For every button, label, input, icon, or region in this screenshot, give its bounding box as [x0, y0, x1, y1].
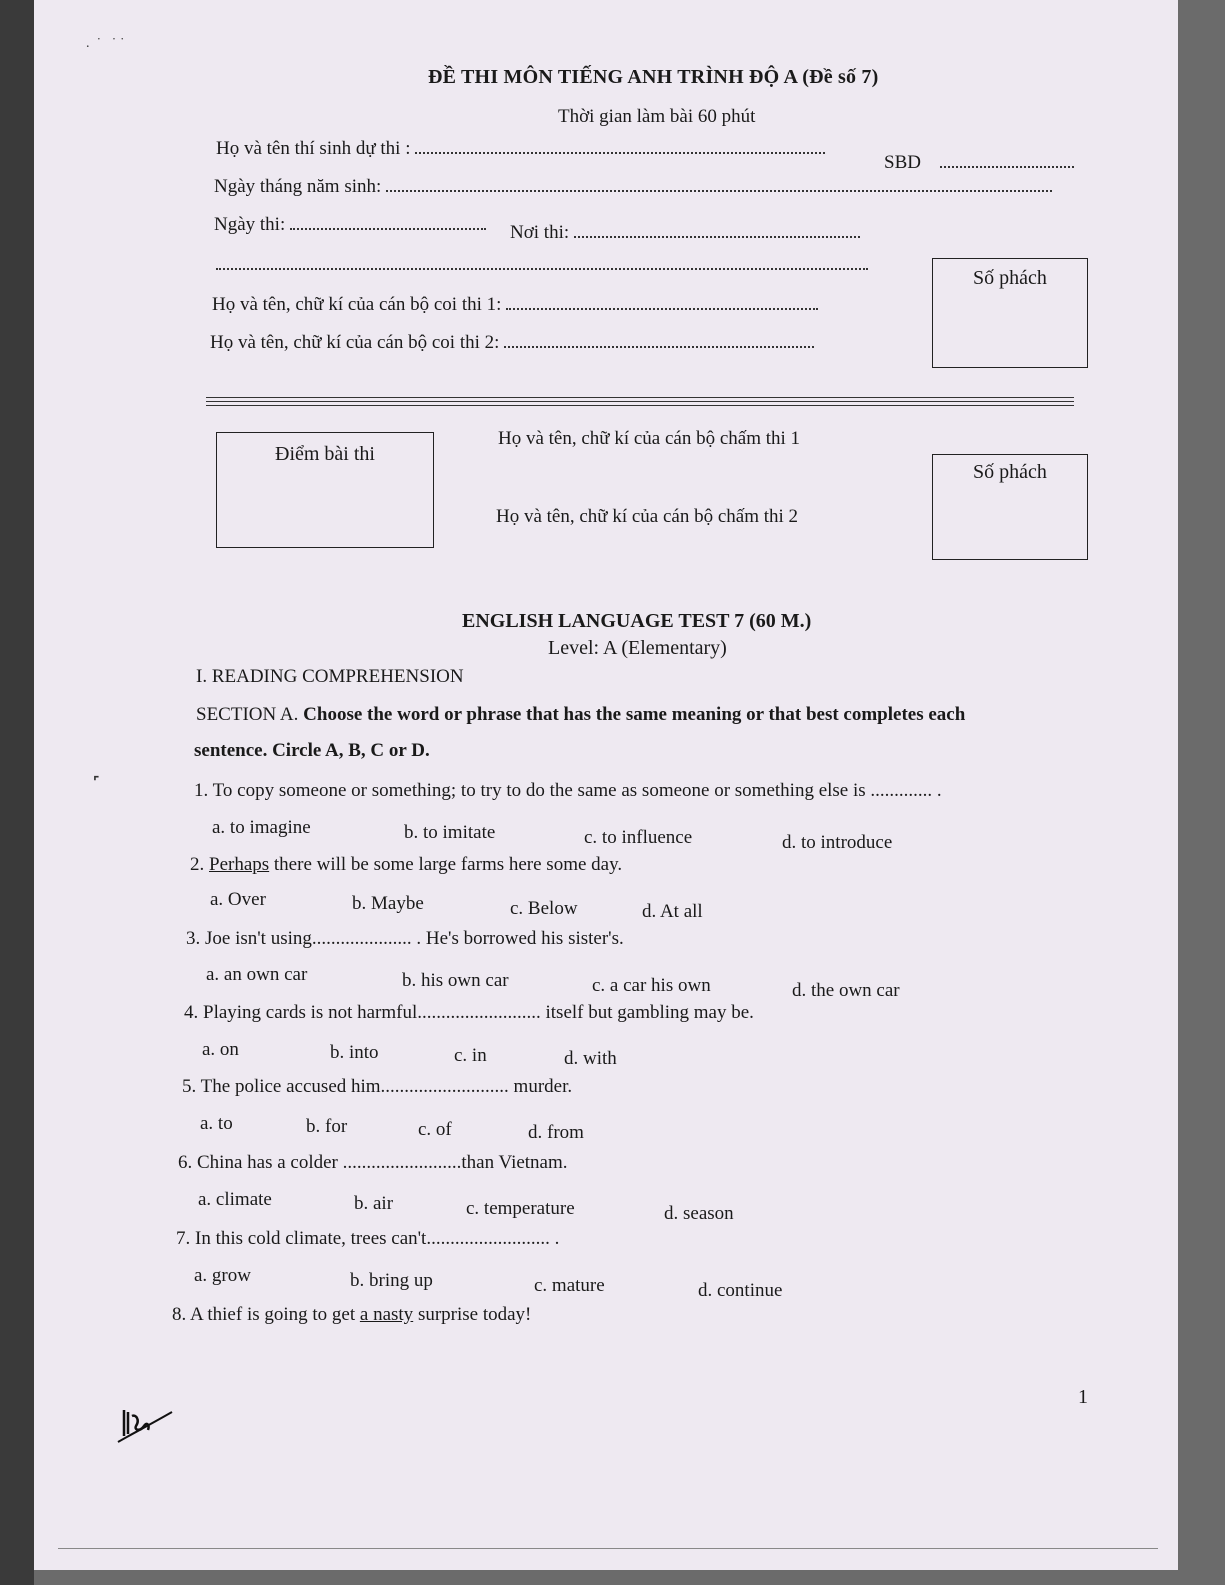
proctor1-dots: [506, 292, 818, 310]
so-phach-label-bottom: Số phách: [973, 461, 1047, 483]
section-instruction-line1: [196, 704, 965, 726]
q2-option-d[interactable]: d. At all: [642, 901, 703, 922]
q3-option-b[interactable]: b. his own car: [402, 970, 509, 991]
part-heading: I. READING COMPREHENSION: [196, 666, 464, 687]
q4-option-b[interactable]: b. into: [330, 1042, 379, 1063]
exam-place-label: Nơi thi:: [510, 222, 570, 243]
candidate-name-dots: [415, 136, 825, 154]
q4-option-d[interactable]: d. with: [564, 1048, 617, 1069]
q7-option-b[interactable]: b. bring up: [350, 1270, 433, 1291]
exam-date-label: Ngày thi:: [214, 214, 286, 235]
q2-option-c[interactable]: c. Below: [510, 898, 578, 919]
section-instruction-line2: sentence. Circle A, B, C or D.: [194, 740, 430, 761]
test-title: ENGLISH LANGUAGE TEST 7 (60 M.): [462, 610, 812, 632]
q2-underlined-word: Perhaps: [209, 854, 270, 875]
sbd-dots: [940, 150, 1074, 168]
so-phach-box-top[interactable]: [932, 258, 1088, 368]
bottom-scan-line: [58, 1548, 1158, 1549]
q5-option-a[interactable]: a. to: [200, 1113, 233, 1134]
q5-option-c[interactable]: c. of: [418, 1119, 452, 1140]
section-prefix: SECTION A.: [196, 704, 299, 725]
q1-option-a[interactable]: a. to imagine: [212, 817, 311, 838]
q5-option-b[interactable]: b. for: [306, 1116, 348, 1137]
q5-option-d[interactable]: d. from: [528, 1122, 584, 1143]
exam-duration: Thời gian làm bài 60 phút: [558, 106, 756, 127]
q6-option-b[interactable]: b. air: [354, 1193, 394, 1214]
grader1-label: Họ và tên, chữ kí của cán bộ chấm thi 1: [498, 428, 801, 449]
candidate-name-field[interactable]: [216, 136, 825, 160]
sbd-label: SBD: [884, 152, 921, 173]
proctor1-label: Họ và tên, chữ kí của cán bộ coi thi 1:: [212, 294, 502, 315]
continuation-dots: [216, 252, 868, 270]
q7-option-c[interactable]: c. mature: [534, 1275, 605, 1296]
scan-mark: ˹: [92, 770, 101, 799]
question-4: 4. Playing cards is not harmful.......................... itself but gambling may be.: [184, 1002, 754, 1023]
question-5: 5. The police accused him........................... murder.: [182, 1076, 573, 1097]
dob-dots: [386, 174, 1052, 192]
question-1: 1. To copy someone or something; to try to do the same as someone or something else is ............. .: [194, 780, 942, 801]
so-phach-label-top: Số phách: [973, 267, 1047, 289]
question-2: [190, 854, 622, 876]
q7-option-d[interactable]: d. continue: [698, 1280, 783, 1301]
cut-line-top: [206, 397, 1074, 398]
exam-place-field[interactable]: [510, 220, 860, 244]
q7-option-a[interactable]: a. grow: [194, 1265, 251, 1286]
cut-line-bottom: [206, 405, 1074, 406]
cut-line-mid: [206, 401, 1074, 402]
exam-place-continuation[interactable]: [216, 252, 868, 275]
proctor2-label: Họ và tên, chữ kí của cán bộ coi thi 2:: [210, 332, 500, 353]
proctor2-field[interactable]: [210, 330, 814, 354]
exam-date-dots: [290, 212, 486, 230]
score-box[interactable]: [216, 432, 434, 548]
dob-label: Ngày tháng năm sinh:: [214, 176, 382, 197]
question-8: [172, 1304, 531, 1326]
section-instruction-text: Choose the word or phrase that has the same meaning or that best completes each: [303, 704, 966, 725]
q1-option-c[interactable]: c. to influence: [584, 827, 693, 848]
scan-speck: . ˙ ˙ ˙: [86, 36, 125, 51]
dob-field[interactable]: [214, 174, 1052, 198]
q6-option-d[interactable]: d. season: [664, 1203, 734, 1224]
proctor1-field[interactable]: [212, 292, 818, 316]
q8-suffix: surprise today!: [413, 1304, 532, 1325]
exam-title: ĐỀ THI MÔN TIẾNG ANH TRÌNH ĐỘ A (Đề số 7): [428, 66, 879, 88]
score-label: Điểm bài thi: [275, 443, 375, 465]
exam-place-dots: [574, 220, 860, 238]
test-level: Level: A (Elementary): [548, 637, 727, 659]
handwritten-signature: [114, 1402, 178, 1448]
q2-option-b[interactable]: b. Maybe: [352, 893, 424, 914]
q3-option-d[interactable]: d. the own car: [792, 980, 900, 1001]
q2-option-a[interactable]: a. Over: [210, 889, 266, 910]
scan-edge: [0, 0, 34, 1585]
q3-option-a[interactable]: a. an own car: [206, 964, 308, 985]
question-3: 3. Joe isn't using..................... . He's borrowed his sister's.: [186, 928, 624, 949]
exam-date-field[interactable]: [214, 212, 486, 236]
candidate-name-label: Họ và tên thí sinh dự thi :: [216, 138, 411, 159]
q8-prefix: 8. A thief is going to get: [172, 1304, 360, 1325]
question-6: 6. China has a colder .........................than Vietnam.: [178, 1152, 568, 1173]
q4-option-a[interactable]: a. on: [202, 1039, 239, 1060]
proctor2-dots: [504, 330, 814, 348]
q8-underlined-phrase: a nasty: [359, 1304, 414, 1325]
so-phach-box-bottom[interactable]: [932, 454, 1088, 560]
exam-page: [34, 0, 1178, 1570]
q6-option-c[interactable]: c. temperature: [466, 1198, 575, 1219]
grader2-label: Họ và tên, chữ kí của cán bộ chấm thi 2: [496, 506, 799, 527]
page-number: 1: [1078, 1386, 1088, 1408]
q3-option-c[interactable]: c. a car his own: [592, 975, 711, 996]
q1-option-b[interactable]: b. to imitate: [404, 822, 496, 843]
q2-prefix: 2.: [190, 854, 209, 875]
question-7: 7. In this cold climate, trees can't.......................... .: [176, 1228, 560, 1249]
q2-suffix: there will be some large farms here some day.: [269, 854, 623, 875]
q1-option-d[interactable]: d. to introduce: [782, 832, 893, 853]
q6-option-a[interactable]: a. climate: [198, 1189, 272, 1210]
q4-option-c[interactable]: c. in: [454, 1045, 487, 1066]
sbd-field[interactable]: [884, 150, 1074, 174]
